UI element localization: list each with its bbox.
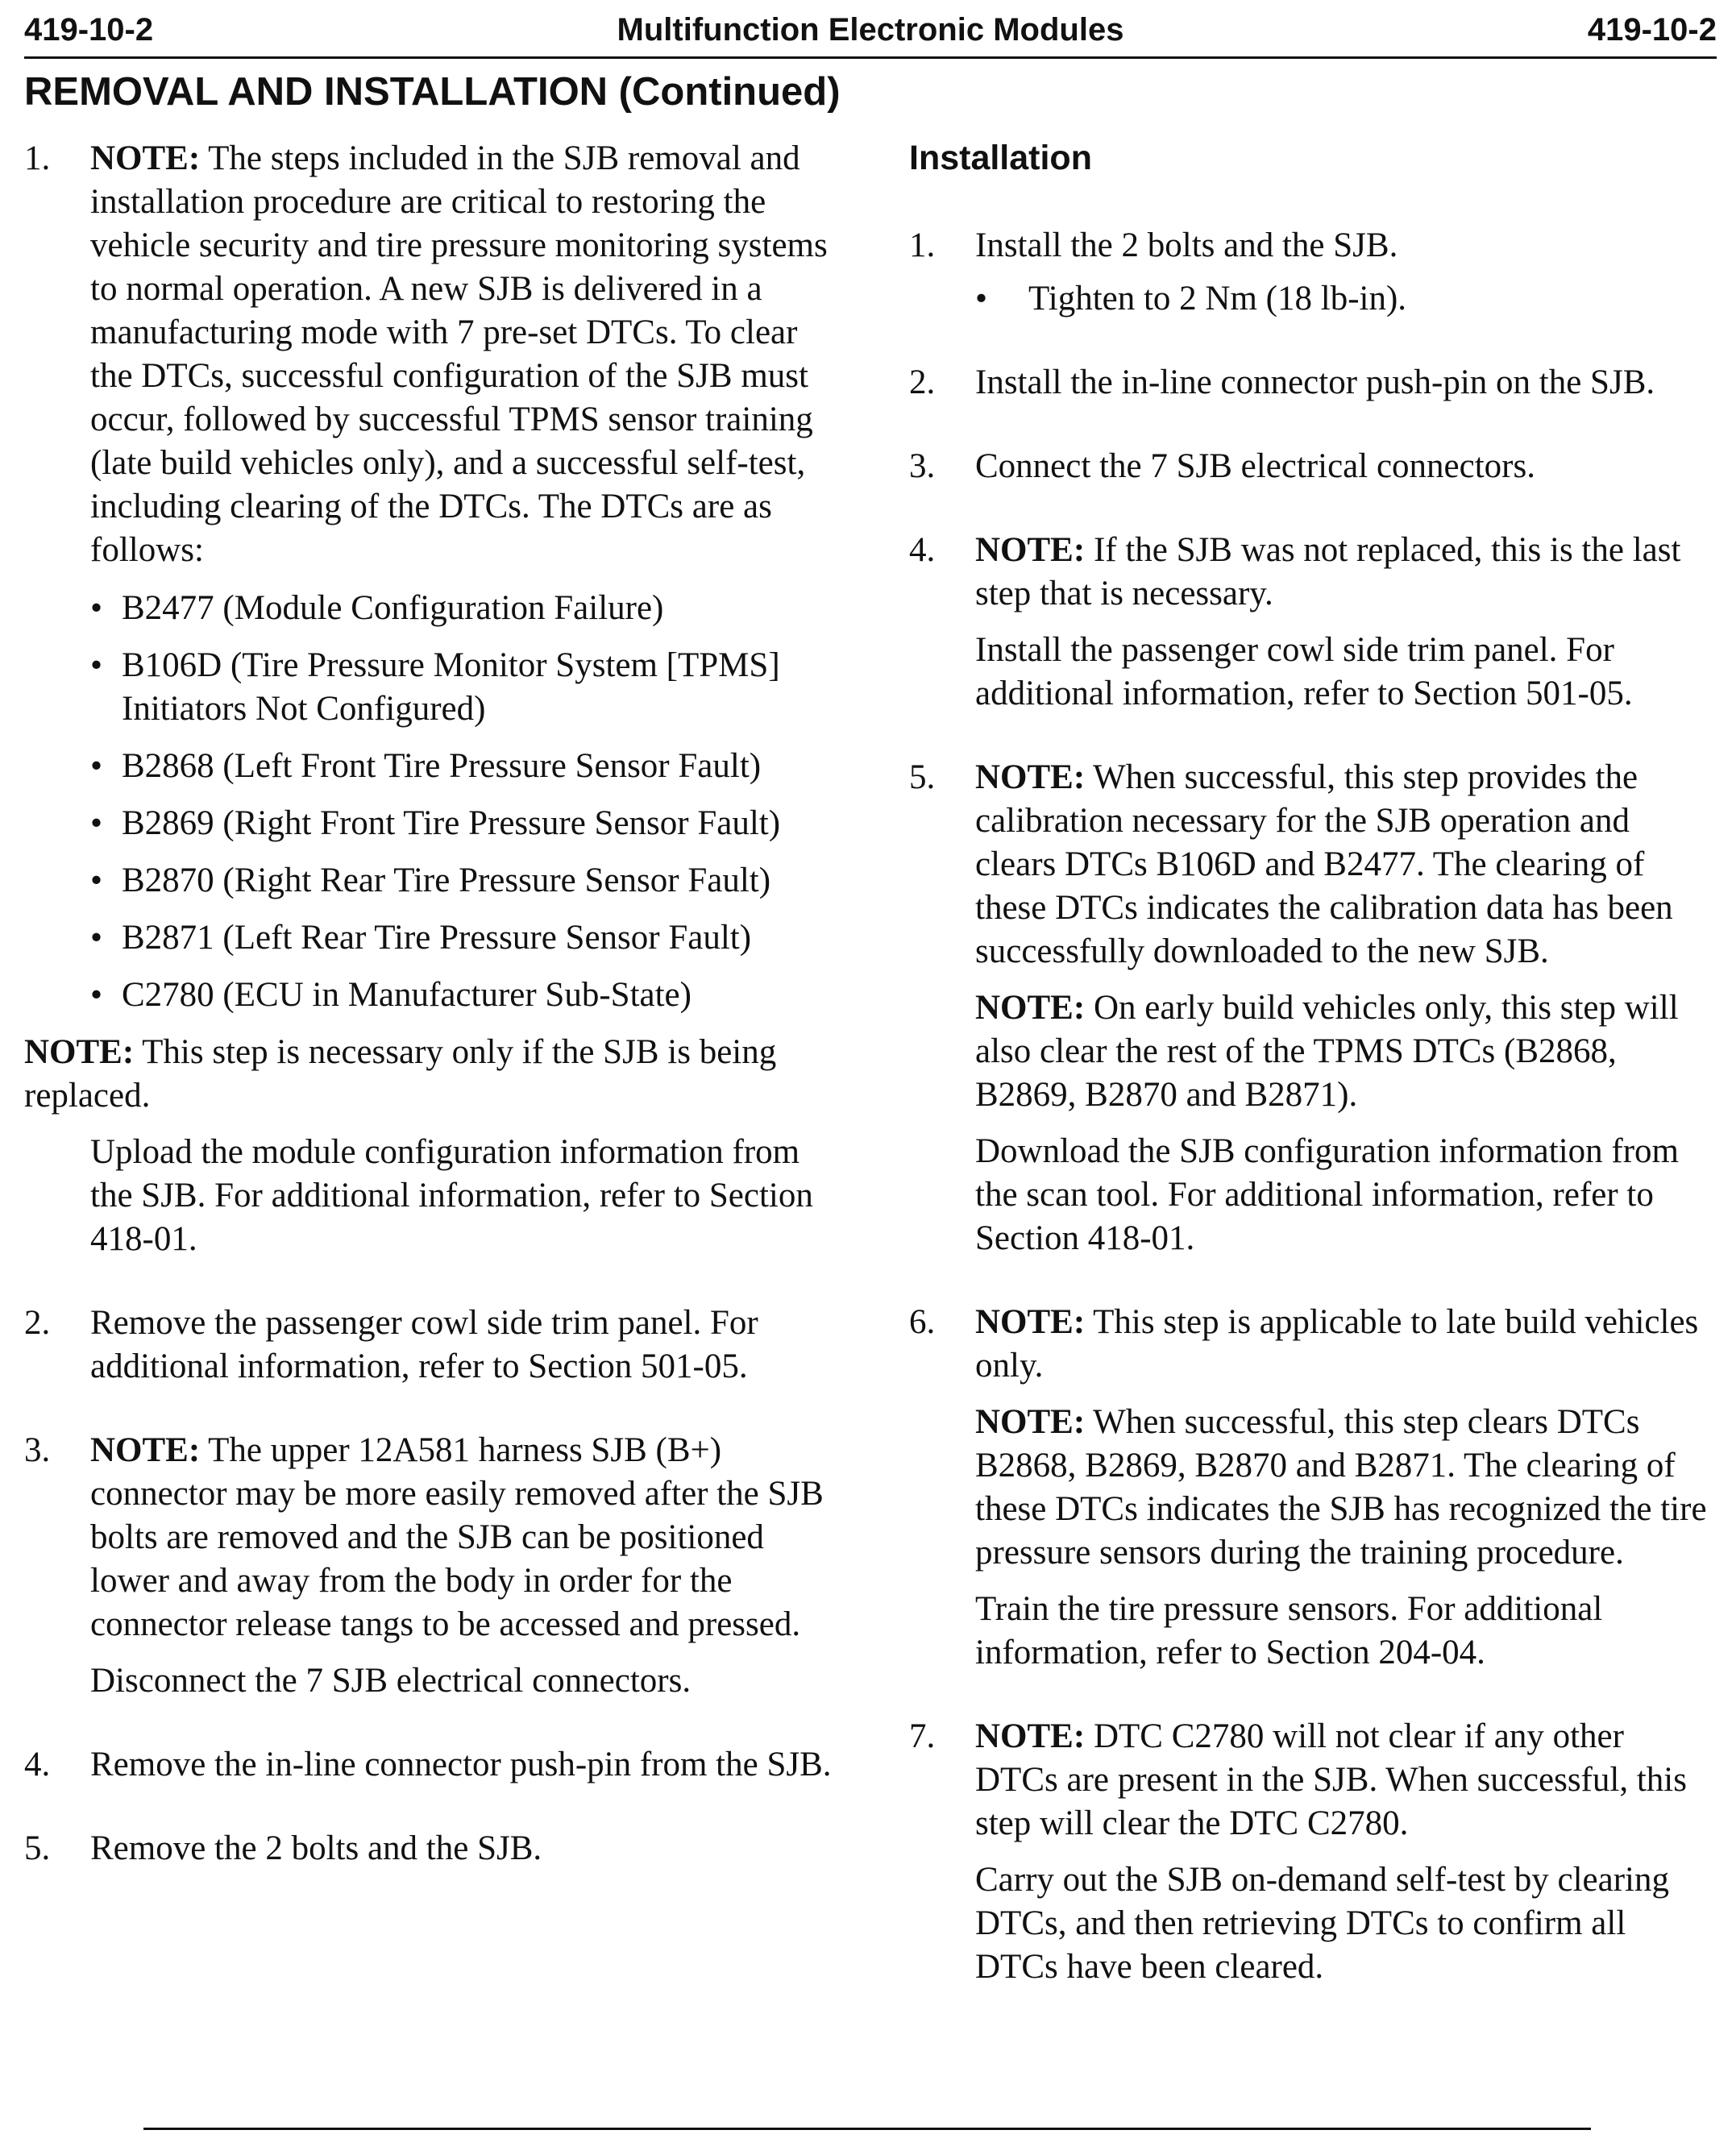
header-divider: [24, 56, 1717, 59]
install-step-5: [909, 756, 1715, 1260]
note-label: NOTE:: [975, 989, 1086, 1027]
step-note: [975, 756, 1715, 974]
list-item: • B2871 (Left Rear Tire Pressure Sensor Fault): [90, 919, 752, 957]
step-action: Train the tire pressure sensors. For additional information, refer to Section 204-04.: [975, 1590, 1603, 1671]
install-step-1: [909, 224, 1715, 321]
replacement-note: [24, 1031, 838, 1118]
step-note: [90, 1429, 838, 1646]
section-title: REMOVAL AND INSTALLATION (Continued): [24, 70, 841, 114]
step-number: 3.: [24, 1431, 51, 1469]
step-text: Remove the passenger cowl side trim panel. For additional information, refer to Section 501-05.: [90, 1304, 758, 1385]
step-number: 5.: [24, 1829, 51, 1867]
step-action: Download the SJB configuration information from the scan tool. For additional information, refer to Section 418-01.: [975, 1132, 1679, 1257]
step-number: 7.: [909, 1717, 936, 1755]
install-step-7: [909, 1715, 1715, 1989]
step-note: [975, 1715, 1715, 1846]
note-label: NOTE:: [975, 1303, 1086, 1341]
removal-step-3: [24, 1429, 838, 1703]
step-action: Carry out the SJB on-demand self-test by clearing DTCs, and then retrieving DTCs to confirm all DTCs have been cleared.: [975, 1861, 1669, 1986]
step-number: 4.: [24, 1746, 51, 1783]
list-item: • B2477 (Module Configuration Failure): [90, 589, 664, 627]
step-number: 1.: [24, 139, 51, 177]
step-number: 2.: [909, 363, 936, 401]
left-column: [24, 137, 838, 1871]
note-label: NOTE:: [975, 1403, 1086, 1441]
install-step-4: [909, 529, 1715, 716]
step-number: 5.: [909, 758, 936, 796]
removal-step-1: [24, 137, 838, 1017]
step-number: 2.: [24, 1304, 51, 1342]
list-item: • C2780 (ECU in Manufacturer Sub-State): [90, 976, 691, 1014]
header-title: Multifunction Electronic Modules: [617, 12, 1124, 48]
step-text: Connect the 7 SJB electrical connectors.: [975, 447, 1535, 485]
torque-spec: Tighten to 2 Nm (18 lb-in).: [1028, 280, 1407, 318]
step-text: Install the in-line connector push-pin on the SJB.: [975, 363, 1655, 401]
page-number-right: 419-10-2: [1587, 12, 1717, 48]
step-action: Upload the module configuration information from the SJB. For additional information, refer to Section 418-01.: [90, 1133, 813, 1258]
right-column: [909, 137, 1715, 1989]
note-label: NOTE:: [90, 1431, 201, 1469]
step-text: Install the 2 bolts and the SJB.: [975, 226, 1398, 264]
removal-step-4: [24, 1743, 838, 1787]
install-step-3: [909, 445, 1715, 488]
note-text: The steps included in the SJB removal and installation procedure are critical to restoring the vehicle security and tire pressure monitoring systems to normal operation. A new SJB is delivered in a manufacturing mode with 7 pre-set DTCs. To clear the DTCs, successful configuration of the SJB must occur, followed by successful TPMS sensor training (late build vehicles only), and a successful self-test, including clearing of the DTCs. The DTCs are as follows:: [90, 139, 828, 569]
removal-step-5: [24, 1827, 838, 1871]
page-number-left: 419-10-2: [24, 12, 154, 48]
note-label: NOTE:: [975, 531, 1086, 569]
install-step-2: [909, 361, 1715, 405]
note-text: The upper 12A581 harness SJB (B+) connector may be more easily removed after the SJB bolts are removed and the SJB can be positioned lower and away from the body in order for the connector release tangs to be accessed and pressed.: [90, 1431, 824, 1643]
note-text: DTC C2780 will not clear if any other DTCs are present in the SJB. When successful, this step will clear the DTC C2780.: [975, 1717, 1687, 1842]
list-item: • Tighten to 2 Nm (18 lb-in).: [975, 280, 1407, 318]
note-label: NOTE:: [90, 139, 201, 177]
list-item: • B2869 (Right Front Tire Pressure Sensor Fault): [90, 804, 781, 842]
installation-heading: Installation: [909, 139, 1092, 177]
dtc-list: [90, 587, 838, 1017]
removal-step-2: [24, 1302, 838, 1389]
list-item: • B2868 (Left Front Tire Pressure Sensor Fault): [90, 747, 762, 785]
step-number: 3.: [909, 447, 936, 485]
note-text: This step is necessary only if the SJB is being replaced.: [24, 1033, 777, 1115]
step-note: [90, 137, 838, 572]
note-text: If the SJB was not replaced, this is the last step that is necessary.: [975, 531, 1681, 612]
note-label: NOTE:: [975, 1717, 1086, 1755]
step-note: [975, 986, 1715, 1117]
step-note: [975, 1301, 1715, 1388]
step-note: [975, 1401, 1715, 1575]
page-header: [24, 10, 1717, 60]
step-action: Install the passenger cowl side trim panel. For additional information, refer to Section 501-05.: [975, 631, 1633, 712]
step-note: [975, 529, 1715, 616]
note-label: NOTE:: [975, 758, 1086, 796]
note-text: When successful, this step clears DTCs B2868, B2869, B2870 and B2871. The clearing of these DTCs indicates the SJB has recognized the tire pressure sensors during the training procedure.: [975, 1403, 1707, 1572]
step-number: 6.: [909, 1303, 936, 1341]
note-text: This step is applicable to late build vehicles only.: [975, 1303, 1699, 1385]
note-text: When successful, this step provides the calibration necessary for the SJB operation and clears DTCs B106D and B2477. The clearing of these DTCs indicates the calibration data has been successfully downloaded to the new SJB.: [975, 758, 1673, 970]
list-item: • B2870 (Right Rear Tire Pressure Sensor Fault): [90, 862, 771, 899]
step-text: Remove the in-line connector push-pin from the SJB.: [90, 1746, 832, 1783]
step-number: 4.: [909, 531, 936, 569]
install-step-6: [909, 1301, 1715, 1675]
step-text: Remove the 2 bolts and the SJB.: [90, 1829, 542, 1867]
note-label: NOTE:: [24, 1033, 135, 1071]
note-text: On early build vehicles only, this step will also clear the rest of the TPMS DTCs (B2868, B2869, B2870 and B2871).: [975, 989, 1679, 1114]
list-item: • B106D (Tire Pressure Monitor System [TPMS] Initiators Not Configured): [90, 646, 780, 728]
step-action: Disconnect the 7 SJB electrical connectors.: [90, 1662, 691, 1700]
step-number: 1.: [909, 226, 936, 264]
footer-divider: [143, 2128, 1591, 2130]
